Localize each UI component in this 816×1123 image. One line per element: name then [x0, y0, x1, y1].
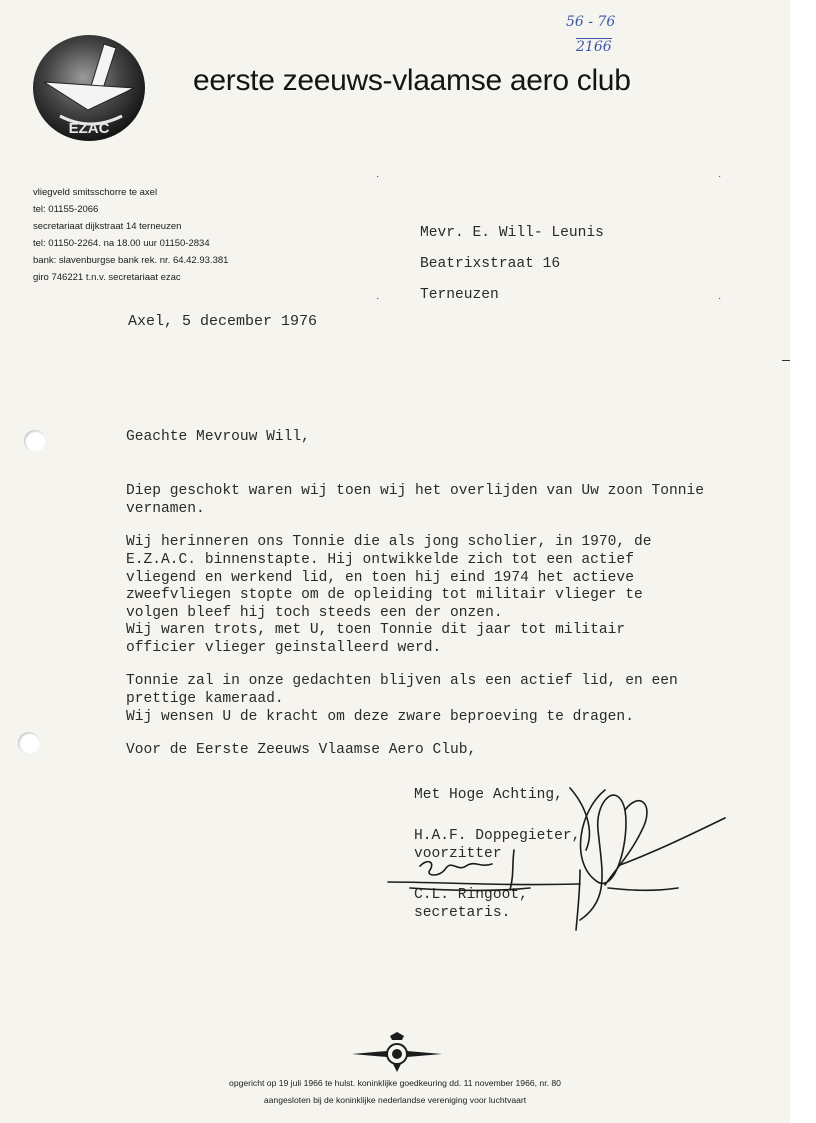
sender-info-line: tel: 01150-2264. na 18.00 uur 01150-2834 — [33, 238, 210, 249]
body-line: vernamen. — [126, 501, 205, 517]
punch-hole — [24, 430, 46, 452]
page-edge — [790, 0, 816, 1123]
fold-mark: · — [718, 293, 722, 304]
sender-info-line: vliegveld smitsschorre te axel — [33, 187, 158, 198]
sender-info-line: tel: 01155-2066 — [33, 204, 99, 215]
body-line: Wij wensen U de kracht om deze zware beproeving te dragen. — [126, 709, 634, 725]
salutation: Geachte Mevrouw Will, — [126, 429, 310, 445]
body-line: volgen bleef hij toch steeds een der onzen. — [126, 605, 503, 621]
body-line: zweefvliegen stopte om de opleiding tot militair vlieger te — [126, 587, 643, 603]
body-line: Tonnie zal in onze gedachten blijven als een actief lid, en een — [126, 673, 678, 689]
body-line: Voor de Eerste Zeeuws Vlaamse Aero Club, — [126, 742, 477, 758]
body-line: Diep geschokt waren wij toen wij het overlijden van Uw zoon Tonnie — [126, 483, 705, 499]
fold-mark: · — [376, 171, 380, 182]
club-name: eerste zeeuws-vlaamse aero club — [193, 64, 631, 97]
body-line: E.Z.A.C. binnenstapte. Hij ontwikkelde zich tot een actief — [126, 552, 634, 568]
body-line: Wij waren trots, met U, toen Tonnie dit jaar tot militair — [126, 622, 626, 638]
logo-text: EZAC — [68, 120, 110, 137]
body-line: prettige kameraad. — [126, 691, 284, 707]
body-line: officier vlieger geinstalleerd werd. — [126, 640, 442, 656]
recipient-street: Beatrixstraat 16 — [420, 256, 561, 272]
recipient-address — [420, 218, 604, 311]
knvvl-emblem — [350, 1030, 444, 1075]
handwritten-reference — [558, 8, 628, 55]
secretary-name: C.L. Ringoot, — [414, 887, 528, 903]
sender-info-line: bank: slavenburgse bank rek. nr. 64.42.93.381 — [33, 255, 229, 266]
chair-title: voorzitter — [414, 846, 502, 862]
fold-mark: · — [718, 171, 722, 182]
chair-name: H.A.F. Doppegieter, — [414, 828, 581, 844]
closing-greeting: Met Hoge Achting, — [414, 787, 563, 803]
body-line: Wij herinneren ons Tonnie die als jong scholier, in 1970, de — [126, 534, 652, 550]
sender-info-line: giro 746221 t.n.v. secretariaat ezac — [33, 272, 181, 283]
fold-mark: · — [376, 293, 380, 304]
body-line: vliegend en werkend lid, en toen hij eind 1974 het actieve — [126, 570, 634, 586]
letter-date: Axel, 5 december 1976 — [128, 313, 318, 330]
footer-founding: opgericht op 19 juli 1966 te hulst. koninklijke goedkeuring dd. 11 november 1966, nr. 80 — [229, 1078, 561, 1088]
ezac-logo — [30, 32, 148, 144]
sender-info — [33, 184, 228, 286]
handwritten-ref-line-2: 2166 — [576, 39, 612, 55]
footer-affiliation: aangesloten bij de koninklijke nederlandse vereniging voor luchtvaart — [263, 1095, 527, 1105]
fold-line — [782, 360, 790, 361]
sender-info-line: secretariaat dijkstraat 14 terneuzen — [33, 221, 182, 232]
secretary-title: secretaris. — [414, 905, 511, 921]
punch-hole — [18, 732, 40, 754]
handwritten-signatures — [380, 770, 740, 940]
recipient-city: Terneuzen — [420, 287, 499, 303]
handwritten-ref-line-1: 56 - 76 — [566, 14, 616, 30]
recipient-name: Mevr. E. Will- Leunis — [420, 225, 604, 241]
